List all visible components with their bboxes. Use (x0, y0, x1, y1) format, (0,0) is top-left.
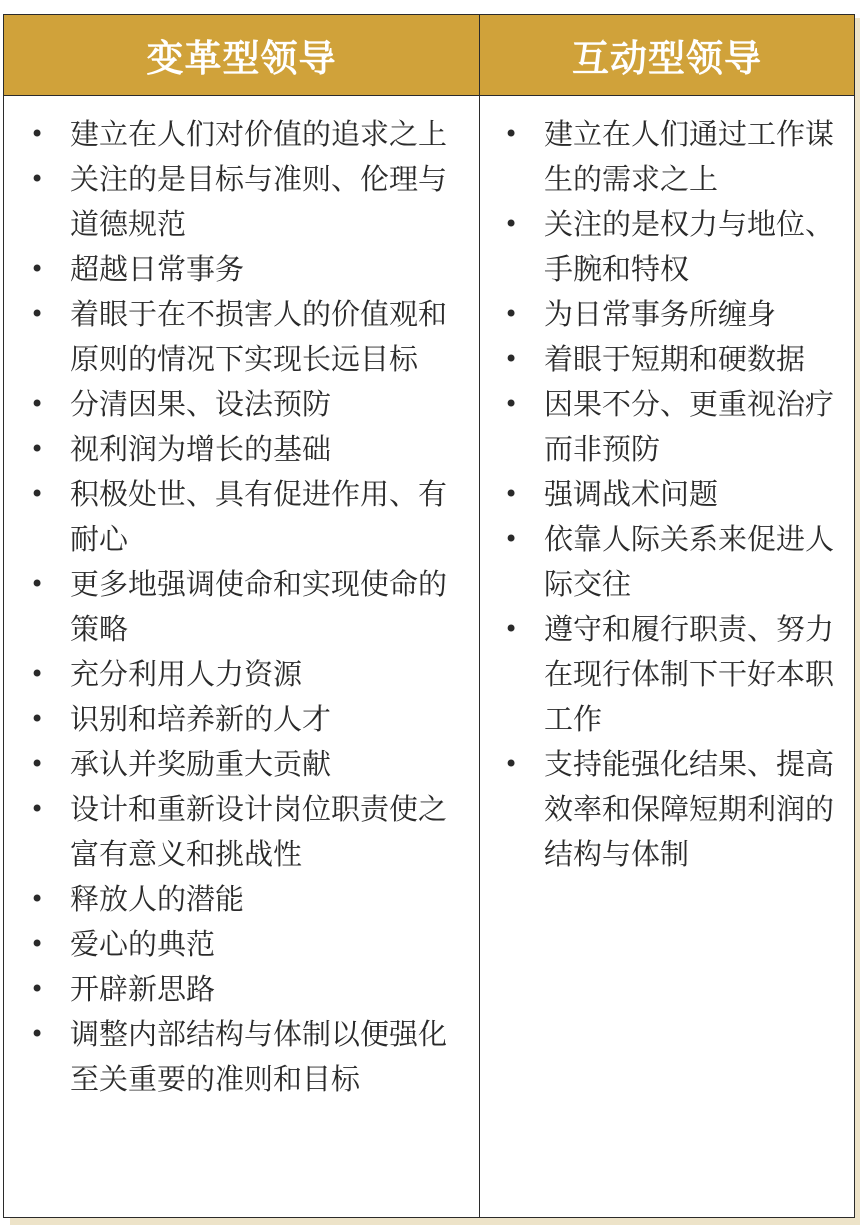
bullet-icon: • (30, 750, 45, 778)
list-item (4, 697, 479, 742)
list-item (4, 382, 479, 427)
bullet-icon: • (504, 300, 519, 328)
transactional-list (480, 96, 854, 877)
list-item (4, 787, 479, 877)
list-item-text: 关注的是目标与准则、伦理与道德规范 (70, 162, 448, 241)
list-item (4, 472, 479, 562)
list-item-text: 关注的是权力与地位、手腕和特权 (544, 207, 835, 286)
list-item (4, 247, 479, 292)
list-item-text: 视利润为增长的基础 (70, 432, 332, 466)
bullet-icon: • (30, 660, 45, 688)
list-item-text: 调整内部结构与体制以便强化至关重要的准则和目标 (70, 1017, 448, 1096)
transformational-list (4, 96, 479, 1102)
bullet-icon: • (30, 120, 45, 148)
header-transformational: 变革型领导 (4, 15, 480, 96)
bullet-icon: • (30, 1020, 45, 1048)
list-item-text: 建立在人们对价值的追求之上 (70, 117, 448, 151)
bullet-icon: • (504, 750, 519, 778)
list-item (4, 427, 479, 472)
content-row (4, 96, 855, 1218)
list-item (4, 562, 479, 652)
bullet-icon: • (30, 705, 45, 733)
list-item-text: 强调战术问题 (544, 477, 719, 511)
bullet-icon: • (30, 255, 45, 283)
bullet-icon: • (504, 525, 519, 553)
header-row (4, 15, 855, 96)
list-item-text: 因果不分、更重视治疗而非预防 (544, 387, 835, 466)
list-item (480, 607, 854, 742)
list-item (4, 157, 479, 247)
list-item (4, 922, 479, 967)
list-item-text: 充分利用人力资源 (70, 657, 303, 691)
bullet-icon: • (504, 345, 519, 373)
list-item (480, 517, 854, 607)
list-item-text: 开辟新思路 (70, 972, 216, 1006)
list-item-text: 建立在人们通过工作谋生的需求之上 (544, 117, 835, 196)
bullet-icon: • (504, 210, 519, 238)
list-item-text: 爱心的典范 (70, 927, 216, 961)
bullet-icon: • (504, 390, 519, 418)
list-item (4, 877, 479, 922)
bullet-icon: • (30, 570, 45, 598)
bullet-icon: • (30, 435, 45, 463)
list-item-text: 分清因果、设法预防 (70, 387, 332, 421)
bullet-icon: • (30, 975, 45, 1003)
list-item-text: 着眼于在不损害人的价值观和原则的情况下实现长远目标 (70, 297, 448, 376)
list-item-text: 支持能强化结果、提高效率和保障短期利润的结构与体制 (544, 747, 835, 871)
list-item (480, 472, 854, 517)
bullet-icon: • (30, 930, 45, 958)
list-item (480, 202, 854, 292)
list-item (480, 382, 854, 472)
list-item (4, 112, 479, 157)
list-item (4, 1012, 479, 1102)
bullet-icon: • (30, 390, 45, 418)
transactional-column (480, 96, 855, 1218)
list-item-text: 积极处世、具有促进作用、有耐心 (70, 477, 448, 556)
list-item-text: 更多地强调使命和实现使命的策略 (70, 567, 448, 646)
list-item-text: 遵守和履行职责、努力在现行体制下干好本职工作 (544, 612, 835, 736)
list-item-text: 识别和培养新的人才 (70, 702, 332, 736)
bullet-icon: • (30, 795, 45, 823)
bullet-icon: • (504, 120, 519, 148)
list-item-text: 着眼于短期和硬数据 (544, 342, 806, 376)
list-item-text: 承认并奖励重大贡献 (70, 747, 332, 781)
bullet-icon: • (30, 885, 45, 913)
list-item (480, 742, 854, 877)
list-item-text: 依靠人际关系来促进人际交往 (544, 522, 835, 601)
bullet-icon: • (504, 615, 519, 643)
list-item-text: 超越日常事务 (70, 252, 245, 286)
bullet-icon: • (504, 480, 519, 508)
list-item (4, 292, 479, 382)
list-item (4, 967, 479, 1012)
list-item (480, 112, 854, 202)
header-transactional: 互动型领导 (480, 15, 855, 96)
leadership-comparison-table (3, 14, 855, 1218)
bullet-icon: • (30, 480, 45, 508)
list-item (480, 337, 854, 382)
transformational-column (4, 96, 480, 1218)
list-item (4, 742, 479, 787)
list-item-text: 为日常事务所缠身 (544, 297, 777, 331)
bullet-icon: • (30, 300, 45, 328)
list-item-text: 设计和重新设计岗位职责使之富有意义和挑战性 (70, 792, 448, 871)
list-item-text: 释放人的潜能 (70, 882, 245, 916)
bullet-icon: • (30, 165, 45, 193)
list-item (4, 652, 479, 697)
list-item (480, 292, 854, 337)
